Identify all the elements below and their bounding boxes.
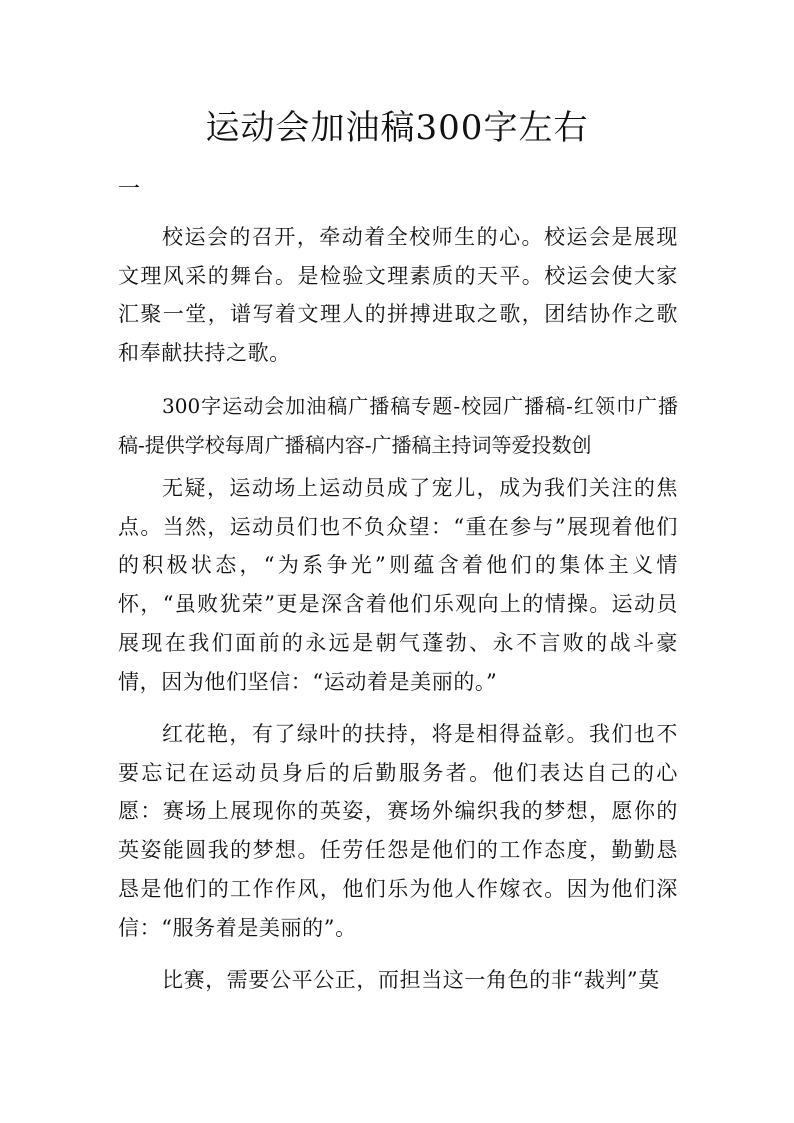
paragraph-3: 无疑，运动场上运动员成了宠儿，成为我们关注的焦点。当然，运动员们也不负众望：“重在参与”展现着他们的积极状态，“为系争光”则蕴含着他们的集体主义情怀，“虽败犹荣”更是深含着他们乐观向上的情操。运动员展现在我们面前的永远是朝气蓬勃、永不言败的战斗豪情，因为他们坚信：“运动着是美丽的。” — [118, 476, 678, 694]
paragraph-1: 校运会的召开，牵动着全校师生的心。校运会是展现文理风采的舞台。是检验文理素质的天平。校运会使大家汇聚一堂，谱写着文理人的拼搏进取之歌，团结协作之歌和奉献扶持之歌。 — [118, 225, 678, 366]
section-number: 一 — [118, 177, 141, 202]
paragraph-5: 比赛，需要公平公正，而担当这一角色的非“裁判”莫 — [162, 968, 660, 992]
paragraph-2: 300字运动会加油稿广播稿专题-校园广播稿-红领巾广播稿-提供学校每周广播稿内容-广播稿主持词等爱投数创 — [118, 394, 678, 457]
document-title: 运动会加油稿300字左右 — [205, 108, 589, 148]
paragraph-4: 红花艳，有了绿叶的扶持，将是相得益彰。我们也不要忘记在运动员身后的后勤服务者。他们表达自己的心愿：赛场上展现你的英姿，赛场外编织我的梦想，愿你的英姿能圆我的梦想。任劳任怨是他们的工作态度，勤勤恳恳是他们的工作作风，他们乐为他人作嫁衣。因为他们深信：“服务着是美丽的”。 — [118, 722, 678, 940]
